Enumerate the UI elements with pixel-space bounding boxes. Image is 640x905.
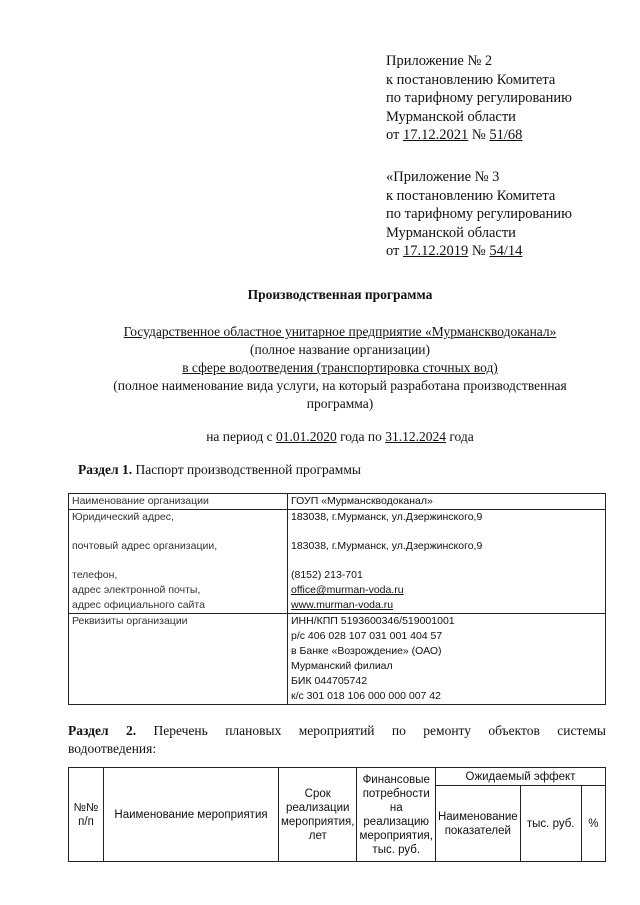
website-link[interactable]: www.murman-voda.ru	[291, 599, 394, 611]
site-label: адрес официального сайта	[72, 599, 205, 611]
appendix-line: Мурманской области	[386, 108, 516, 125]
email-label: адрес электронной почты,	[72, 584, 201, 596]
sub-pct-header: %	[581, 786, 605, 862]
table-row	[69, 614, 606, 705]
requisites-bik: БИК 044705742	[291, 675, 368, 687]
appendix-date: 17.12.2019	[403, 243, 469, 259]
table-row	[69, 510, 606, 614]
section-2-line-1	[68, 722, 606, 740]
table-header-row	[69, 768, 606, 786]
sub-rub-header: тыс. руб.	[520, 786, 581, 862]
org-label: Наименование организации	[69, 494, 288, 510]
sub-indicator-header: Наименование показателей	[435, 786, 520, 862]
appendix-date: 17.12.2021	[403, 127, 469, 143]
section-2-heading	[68, 722, 606, 758]
section-1-title: Паспорт производственной программы	[135, 462, 361, 477]
appendix-line: по тарифному регулированию	[386, 90, 572, 106]
period-prefix: на период с	[206, 429, 273, 444]
section-2-label: Раздел 2.	[68, 723, 137, 738]
program-period	[40, 428, 640, 446]
section-2-line-2: водоотведения:	[68, 741, 157, 756]
org-name: Государственное областное унитарное предприятие «Мурманскводоканал»	[123, 324, 557, 339]
phone-value: (8152) 213-701	[291, 569, 363, 581]
requisites-account: р/с 406 028 107 031 001 404 57	[291, 630, 443, 642]
appendix-line: Мурманской области	[386, 224, 516, 241]
contacts-value-cell	[288, 510, 606, 614]
requisites-bank: в Банке «Возрождение» (ОАО)	[291, 645, 442, 657]
appendix-line: к постановлению Комитета	[386, 71, 556, 88]
appendix-header-2	[386, 168, 626, 261]
appendix-num-sign: №	[471, 127, 486, 143]
phone-label: телефон,	[72, 569, 118, 581]
requisites-label: Реквизиты организации	[69, 614, 288, 705]
contacts-label-cell	[69, 510, 288, 614]
appendix-number: 51/68	[489, 127, 523, 143]
period-start: 01.01.2020	[275, 429, 337, 444]
requisites-inn: ИНН/КПП 5193600346/519001001	[291, 615, 455, 627]
period-end: 31.12.2024	[385, 429, 446, 444]
legal-address-label: Юридический адрес,	[72, 511, 174, 523]
appendix-num-sign: №	[471, 243, 486, 259]
spacer	[72, 525, 284, 539]
spacer	[291, 525, 602, 539]
appendix-line: по тарифному регулированию	[386, 206, 572, 222]
org-name-note: (полное название организации)	[249, 342, 431, 357]
plan-table	[68, 767, 606, 862]
spacer	[72, 554, 284, 568]
appendix-date-line	[386, 242, 626, 261]
requisites-corr: к/с 301 018 106 000 000 007 42	[291, 690, 441, 702]
appendix-from: от	[386, 243, 400, 259]
section-1-heading	[78, 462, 361, 478]
org-value: ГОУП «Мурманскводоканал»	[288, 494, 606, 510]
appendix-line: Приложение № 2	[386, 53, 493, 69]
appendix-line: «Приложение № 3	[386, 169, 500, 185]
col-effect-header: Ожидаемый эффект	[435, 768, 605, 786]
postal-address-label: почтовый адрес организации,	[72, 540, 218, 552]
legal-address-value: 183038, г.Мурманск, ул.Дзержинского,9	[291, 511, 483, 523]
requisites-value-cell	[288, 614, 606, 705]
section-1-label: Раздел 1.	[78, 462, 133, 477]
program-header	[60, 323, 620, 413]
document-title: Производственная программа	[247, 287, 433, 302]
col-name-header: Наименование мероприятия	[104, 768, 279, 862]
section-2-text: Перечень плановых мероприятий по ремонту объектов системы	[153, 723, 606, 738]
table-row	[69, 494, 606, 510]
appendix-from: от	[386, 127, 400, 143]
appendix-line: к постановлению Комитета	[386, 187, 556, 204]
passport-table	[68, 493, 606, 705]
postal-address-value: 183038, г.Мурманск, ул.Дзержинского,9	[291, 540, 483, 552]
email-link[interactable]: office@murman-voda.ru	[291, 584, 404, 596]
spacer	[291, 554, 602, 568]
appendix-date-line	[386, 126, 626, 145]
appendix-header-1	[386, 52, 626, 145]
period-suffix: года	[449, 429, 474, 444]
col-term-header: Срок реализации мероприятия, лет	[279, 768, 357, 862]
service-note-1: (полное наименование вида услуги, на который разработана производственная	[113, 378, 567, 393]
col-num-header: №№ п/п	[69, 768, 104, 862]
service-note-2: программа)	[306, 396, 374, 411]
service-name: в сфере водоотведения (транспортировка сточных вод)	[182, 360, 498, 375]
period-middle: года по	[340, 429, 382, 444]
appendix-number: 54/14	[489, 243, 523, 259]
col-finance-header: Финансовые потребности на реализацию мероприятия, тыс. руб.	[357, 768, 435, 862]
requisites-branch: Мурманский филиал	[291, 660, 393, 672]
